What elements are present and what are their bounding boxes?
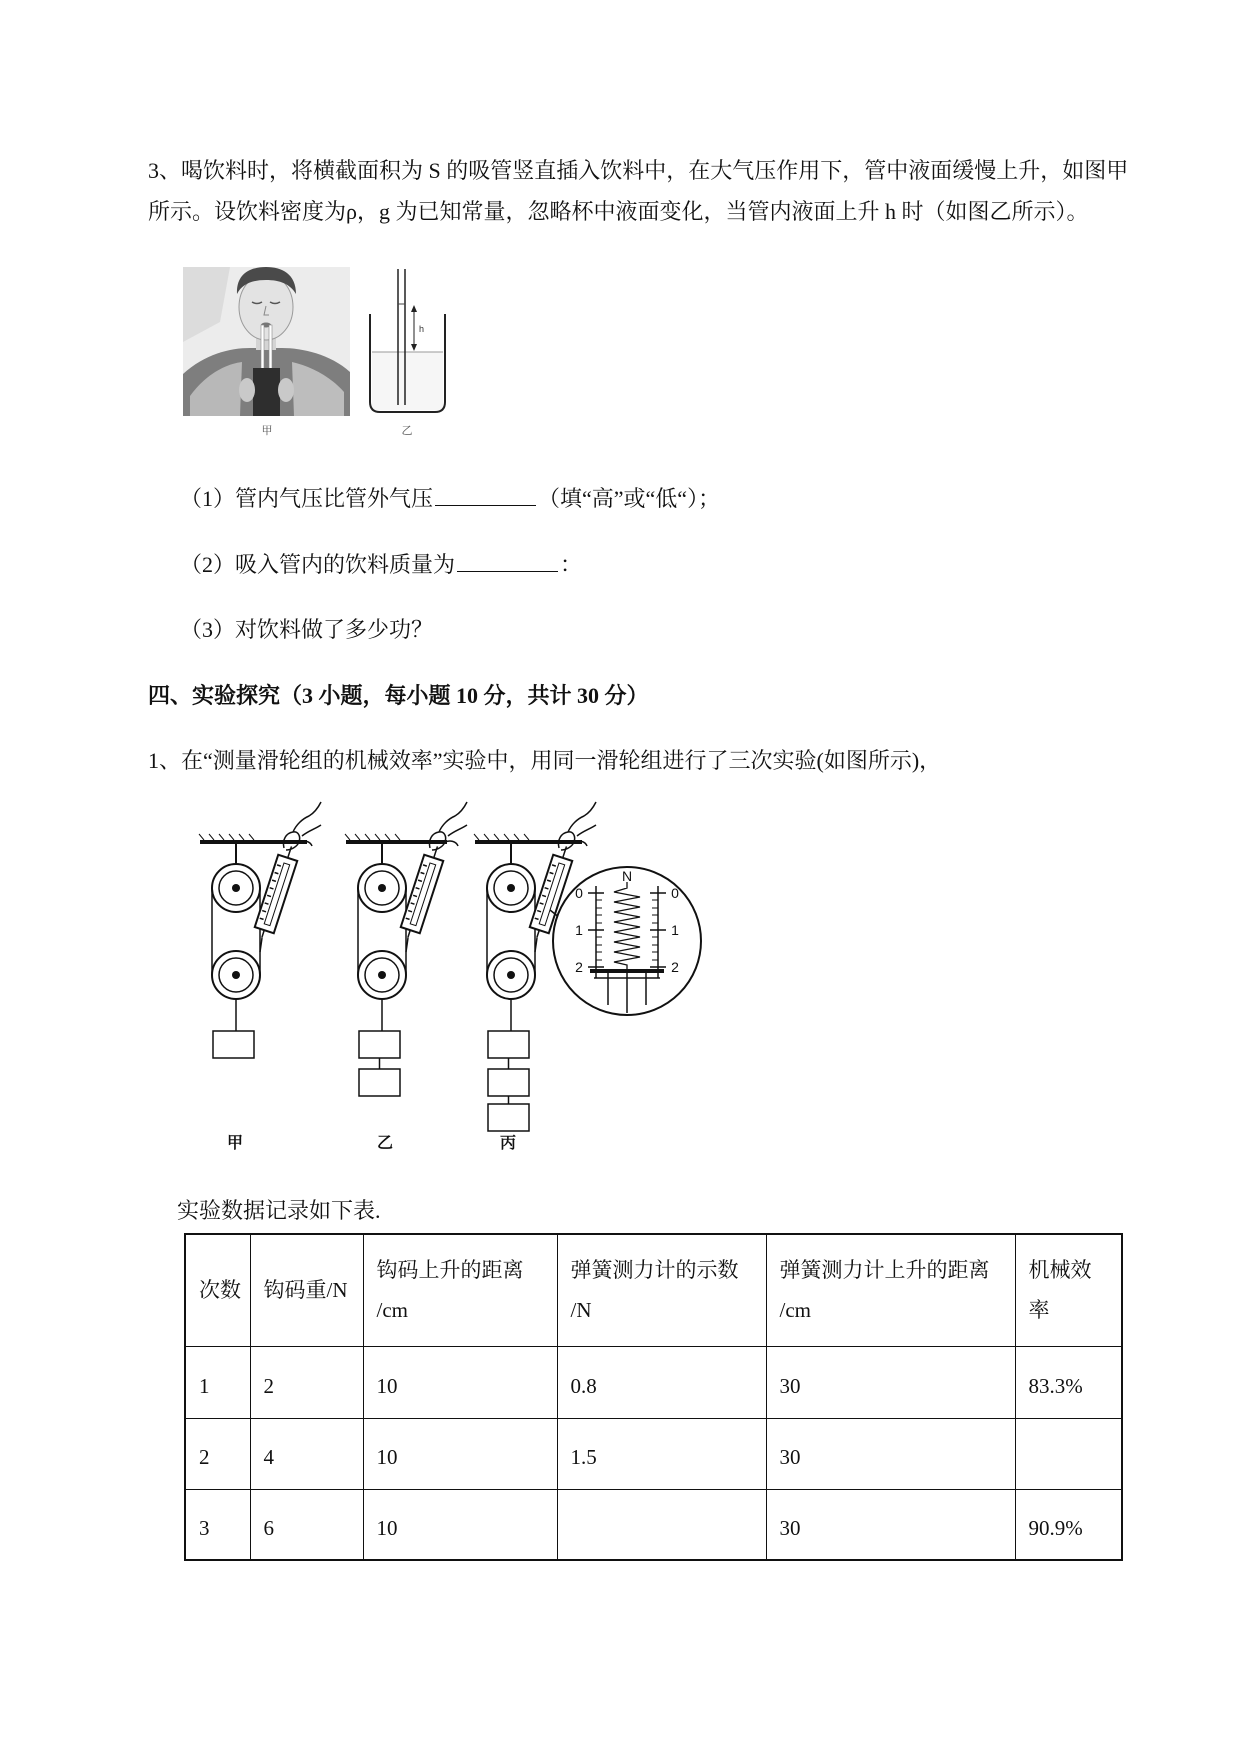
table-cell: 10 <box>363 1346 557 1418</box>
table-cell <box>557 1489 766 1560</box>
pulley-figure <box>190 800 710 1160</box>
question-3-part-3 <box>180 615 433 645</box>
scale-bottom-hook <box>408 930 410 938</box>
part-2-suffix: ： <box>560 552 583 577</box>
table-cell: 1.5 <box>557 1418 766 1489</box>
answer-blank <box>435 487 536 506</box>
header-text: 弹簧测力计上升的距离 <box>779 1258 990 1283</box>
figure-label-jia: 甲 <box>261 425 273 437</box>
straw-figure <box>180 262 455 442</box>
header-unit: /cm <box>376 1298 408 1323</box>
table-caption: 实验数据记录如下表. <box>177 1198 381 1223</box>
header-text: 次数 <box>199 1278 241 1303</box>
pointer-bar <box>590 969 664 973</box>
table-cell: 2 <box>250 1346 363 1418</box>
table-row <box>185 1346 1122 1418</box>
weight-block <box>488 1069 529 1096</box>
header-unit: /N <box>570 1298 592 1323</box>
scale-top-hook <box>434 846 438 857</box>
header-scale-reading <box>557 1234 766 1346</box>
pulley-setup-jia <box>199 802 321 1058</box>
tick-label-right: 0 <box>671 885 679 901</box>
ceiling <box>475 840 582 844</box>
fixed-pulley-axle <box>507 884 515 892</box>
scale-bottom-hook <box>537 930 539 938</box>
movable-pulley-axle <box>232 971 240 979</box>
header-text: 钩码重/N <box>263 1278 348 1303</box>
question-3-line-2: 所示。设饮料密度为ρ，g 为已知常量，忽略杯中液面变化，当管内液面上升 h 时（如图乙所示）。 <box>148 199 1089 224</box>
figure-label-yi: 乙 <box>401 425 413 437</box>
question-3-line-1: 3、喝饮料时，将横截面积为 S 的吸管竖直插入饮料中，在大气压作用下，管中液面缓慢上升，如图甲 <box>148 158 1129 183</box>
header-efficiency <box>1015 1234 1122 1346</box>
setup-label-yi: 乙 <box>376 1135 394 1152</box>
data-table <box>184 1233 1123 1561</box>
header-hook-distance <box>363 1234 557 1346</box>
table-cell: 1 <box>185 1346 250 1418</box>
header-text: 率 <box>1028 1298 1050 1323</box>
table-cell: 2 <box>185 1418 250 1489</box>
table-row <box>185 1418 1122 1489</box>
ceiling <box>346 840 447 844</box>
table-cell: 10 <box>363 1418 557 1489</box>
question-3-part-1 <box>180 484 720 514</box>
drink-liquid <box>372 352 443 410</box>
fixed-pulley-axle <box>232 884 240 892</box>
unit-label: N <box>621 868 633 884</box>
weight-block <box>359 1031 400 1058</box>
table-cell: 90.9% <box>1015 1489 1122 1560</box>
drink-cup <box>253 368 280 416</box>
table-cell: 6 <box>250 1489 363 1560</box>
table-cell: 30 <box>766 1489 1015 1560</box>
section-heading: 四、实验探究（3 小题，每小题 10 分，共计 30 分） <box>148 683 649 708</box>
scale-top-hook <box>288 846 292 857</box>
ceiling-hatch <box>474 834 529 840</box>
ceiling-hatch <box>345 834 400 840</box>
table-header-row <box>185 1234 1122 1346</box>
tick-label-left: 2 <box>575 959 583 975</box>
ceiling-hatch <box>199 834 254 840</box>
answer-blank <box>457 553 558 572</box>
table-cell: 83.3% <box>1015 1346 1122 1418</box>
experiment-1-intro: 1、在“测量滑轮组的机械效率”实验中，用同一滑轮组进行了三次实验(如图所示)， <box>148 748 942 773</box>
table-cell: 30 <box>766 1346 1015 1418</box>
table-cell: 0.8 <box>557 1346 766 1418</box>
part-1-prefix: （1）管内气压比管外气压 <box>180 486 434 511</box>
scale-body <box>255 855 298 933</box>
header-scale-distance <box>766 1234 1015 1346</box>
scale-body <box>401 855 444 933</box>
table-cell: 30 <box>766 1418 1015 1489</box>
pulley-setup-yi <box>345 802 467 1096</box>
height-label: h <box>419 324 425 334</box>
movable-pulley-axle <box>378 971 386 979</box>
ceiling <box>200 840 307 844</box>
fixed-pulley-axle <box>378 884 386 892</box>
weight-block <box>488 1031 529 1058</box>
header-text: 机械效 <box>1028 1258 1092 1283</box>
question-3-part-2 <box>180 550 582 580</box>
weight-block <box>488 1104 529 1131</box>
part-2-prefix: （2）吸入管内的饮料质量为 <box>180 552 456 577</box>
header-text: 钩码上升的距离 <box>376 1258 524 1283</box>
weight-block <box>359 1069 400 1096</box>
scale-bottom-hook <box>262 930 264 938</box>
table-cell: 10 <box>363 1489 557 1560</box>
straw-left <box>261 325 264 373</box>
table-cell: 3 <box>185 1489 250 1560</box>
table-cell <box>1015 1418 1122 1489</box>
weight-block <box>213 1031 254 1058</box>
setup-label-jia: 甲 <box>226 1135 244 1152</box>
right-hand <box>278 378 294 402</box>
header-hook-weight <box>250 1234 363 1346</box>
part-1-suffix: （填“高”或“低“）； <box>538 486 721 511</box>
setup-label-bing: 丙 <box>499 1135 517 1152</box>
movable-pulley-axle <box>507 971 515 979</box>
table-row <box>185 1489 1122 1560</box>
cup-diagram <box>370 269 445 412</box>
part-3-prefix: （3）对饮料做了多少功？ <box>180 617 434 642</box>
tick-label-right: 1 <box>671 922 679 938</box>
header-text: 弹簧测力计的示数 <box>570 1258 739 1283</box>
tick-label-left: 0 <box>575 885 583 901</box>
table-cell: 4 <box>250 1418 363 1489</box>
tick-label-right: 2 <box>671 959 679 975</box>
magnified-scale <box>550 867 701 1015</box>
straw-right <box>269 325 272 373</box>
scale-top-hook <box>563 846 567 857</box>
boy-drinking-photo <box>183 267 350 416</box>
left-hand <box>239 378 255 402</box>
header-count <box>185 1234 250 1346</box>
tick-label-left: 1 <box>575 922 583 938</box>
header-unit: /cm <box>779 1298 811 1323</box>
